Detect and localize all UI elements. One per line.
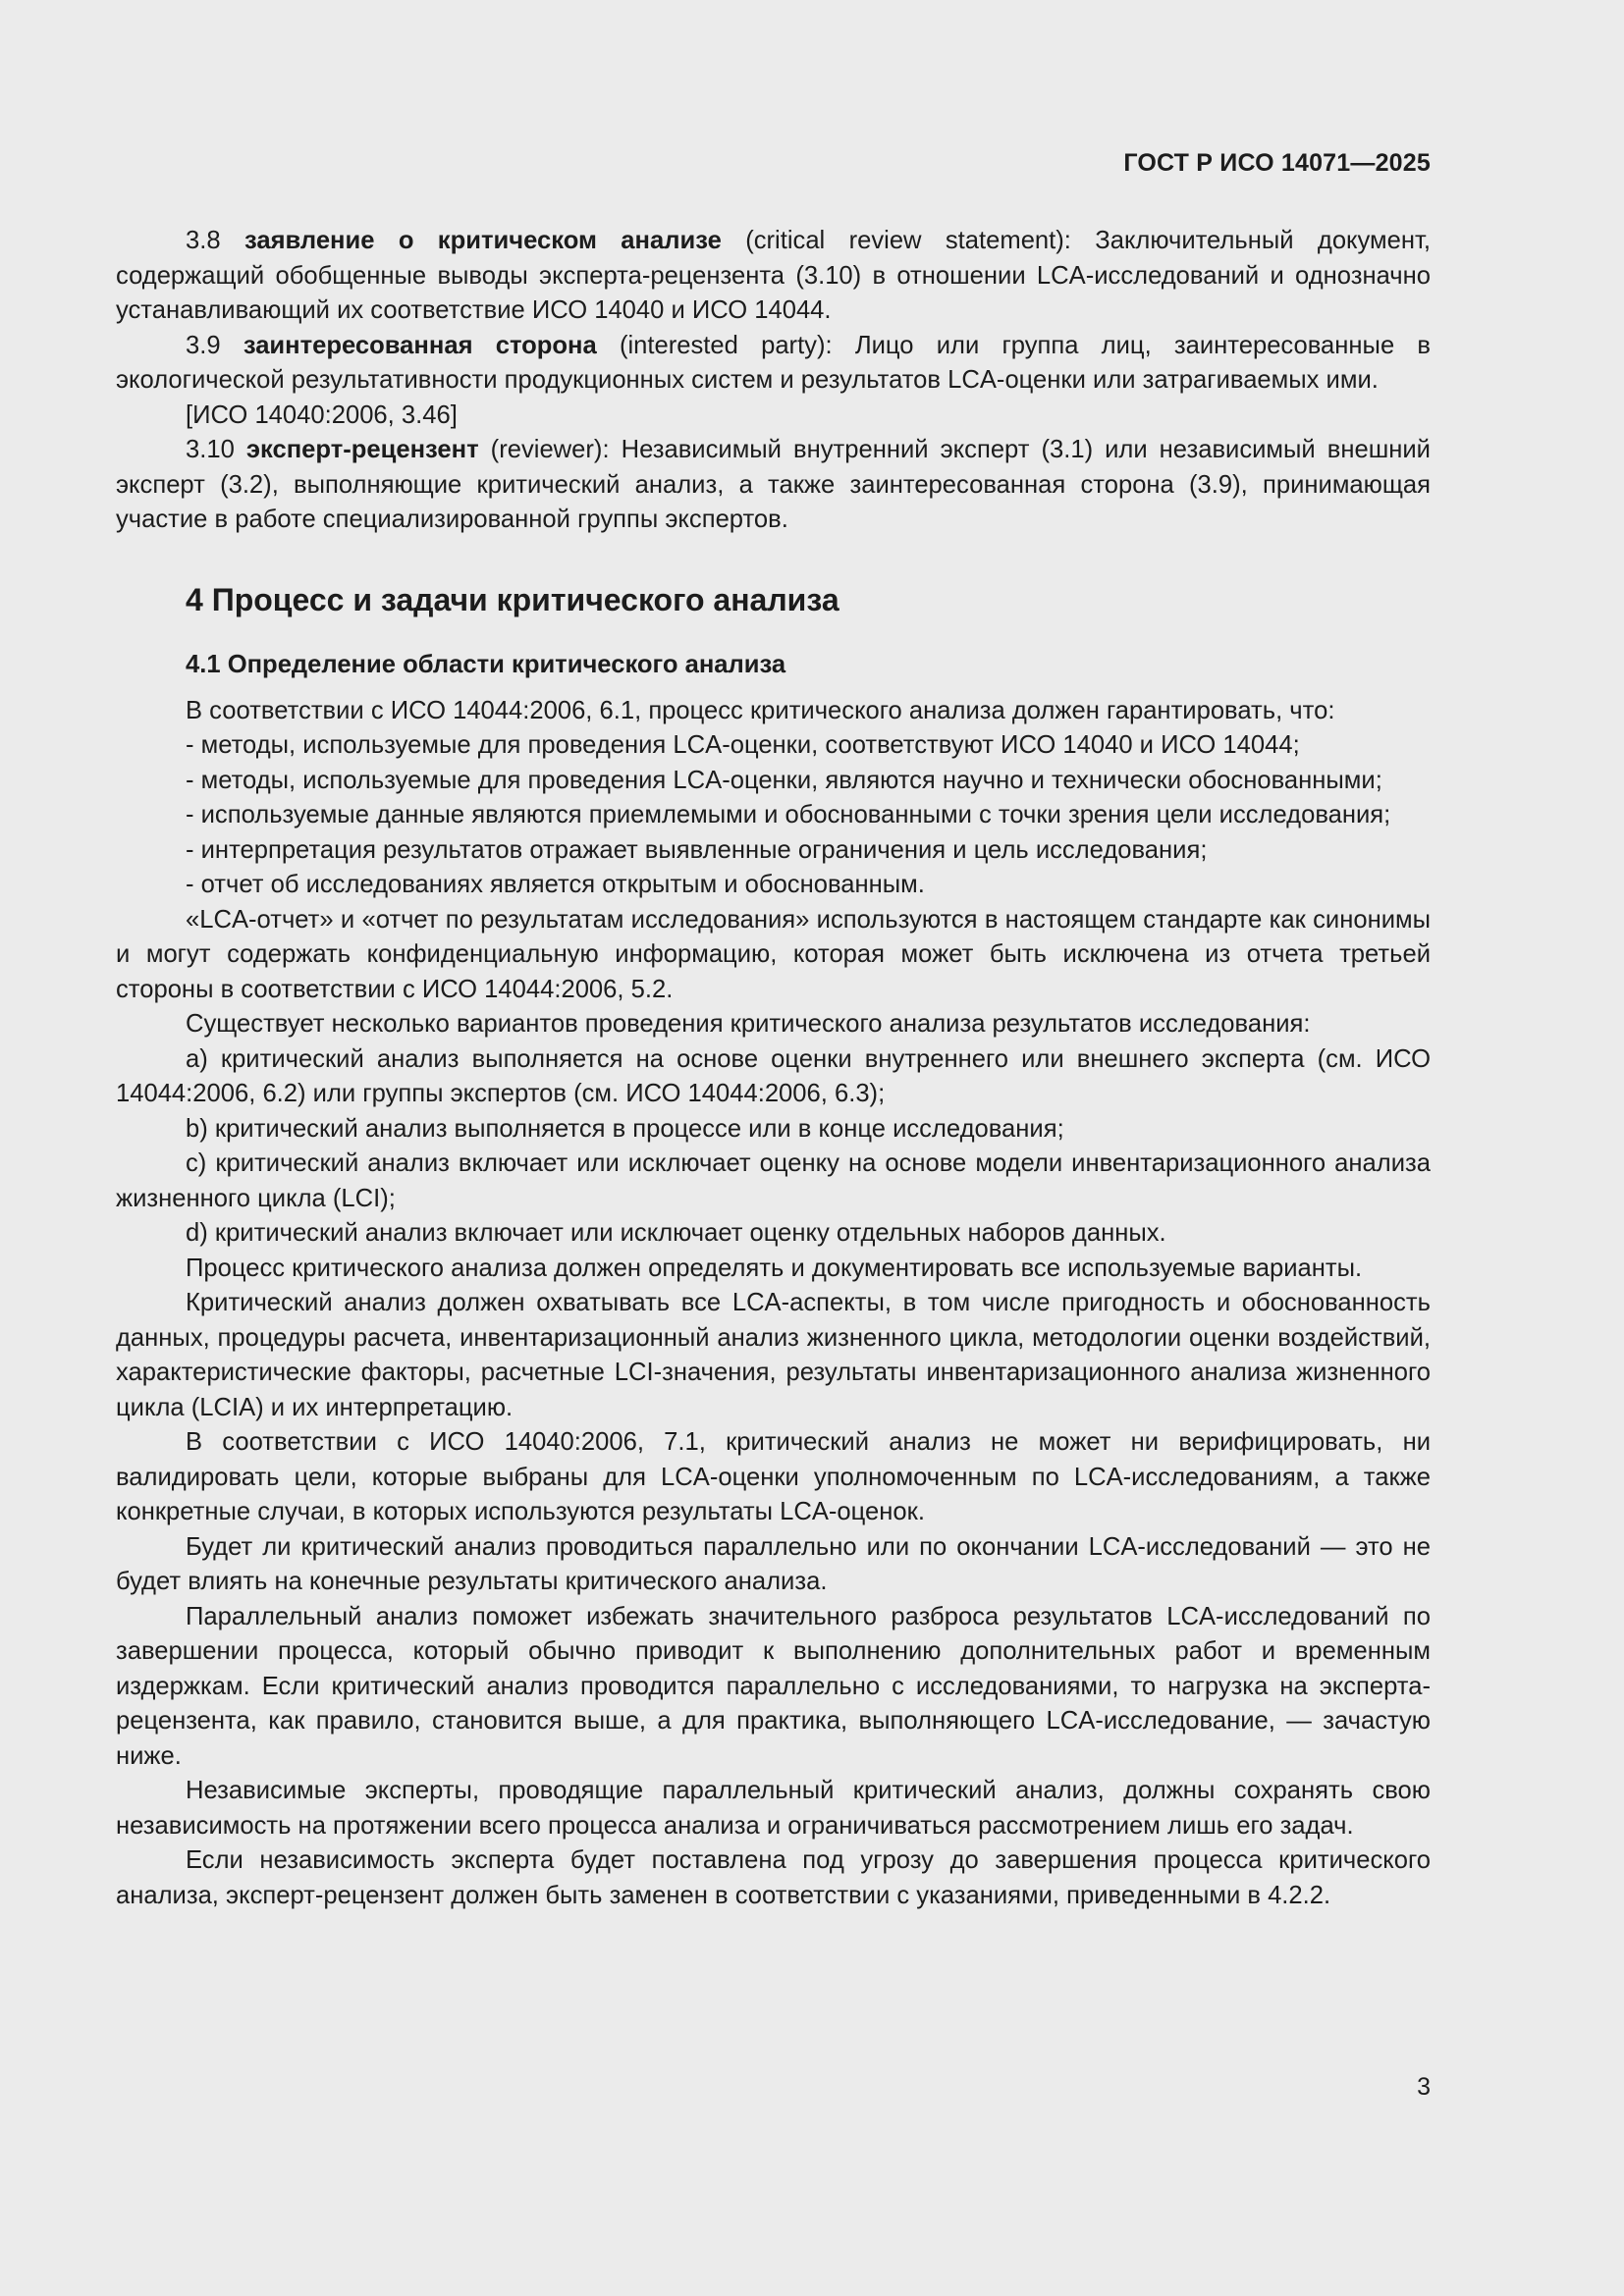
paragraph: «LCA-отчет» и «отчет по результатам исследования» используются в настоящем стандарте как синонимы и могут содержать конфиденциальную информацию, которая может быть исключена из отчета третьей стороны в соответствии с ИСО 14044:2006, 5.2.	[116, 905, 1431, 1003]
list-item: - методы, используемые для проведения LCA-оценки, соответствуют ИСО 14040 и ИСО 14044;	[186, 731, 1300, 759]
definition-text: (interested party): Лицо или группа лиц, заинтересованные в экологической результативности продукционных систем и результатов LCA-оценки или затрагиваемых ими.	[116, 331, 1431, 394]
definition-number: 3.10	[186, 436, 235, 463]
page-content	[116, 224, 1431, 1913]
paragraph: Процесс критического анализа должен определять и документировать все используемые варианты.	[186, 1254, 1363, 1282]
paragraph: Независимые эксперты, проводящие параллельный критический анализ, должны сохранять свою независимость на протяжении всего процесса анализа и ограничиваться рассмотрением лишь его задач.	[116, 1777, 1431, 1840]
list-item: - используемые данные являются приемлемыми и обоснованными с точки зрения цели исследования;	[186, 801, 1391, 828]
definition-source: [ИСО 14040:2006, 3.46]	[186, 400, 458, 429]
document-code-header: ГОСТ Р ИСО 14071—2025	[1123, 149, 1431, 177]
list-item: a) критический анализ выполняется на основе оценки внутреннего или внешнего эксперта (см. ИСО 14044:2006, 6.2) или группы экспертов (см. ИСО 14044:2006, 6.3);	[116, 1044, 1431, 1107]
definition-term: заинтересованная сторона	[243, 331, 597, 359]
list-item: - отчет об исследованиях является открытым и обоснованным.	[186, 871, 925, 898]
page-number: 3	[1417, 2073, 1431, 2101]
definition-3-8	[116, 224, 1431, 329]
paragraph: Критический анализ должен охватывать все LCA-аспекты, в том числе пригодность и обоснованность данных, процедуры расчета, инвентаризационный анализ жизненного цикла, методологии оценки воздействий, характеристические факторы, расчетные LCI-значения, результаты инвентаризационного анализа жизненного цикла (LCIA) и их интерпретацию.	[116, 1289, 1431, 1421]
list-item: - методы, используемые для проведения LCA-оценки, являются научно и технически обоснованными;	[186, 766, 1382, 794]
definition-text: (reviewer): Независимый внутренний эксперт (3.1) или независимый внешний эксперт (3.2), выполняющие критический анализ, а также заинтересованная сторона (3.9), принимающая участие в работе специализированной группы экспертов.	[116, 436, 1431, 533]
list-item: - интерпретация результатов отражает выявленные ограничения и цель исследования;	[186, 835, 1208, 864]
section-title: 4 Процесс и задачи критического анализа	[186, 581, 839, 617]
paragraph: В соответствии с ИСО 14044:2006, 6.1, процесс критического анализа должен гарантировать, что:	[186, 696, 1335, 724]
paragraph: В соответствии с ИСО 14040:2006, 7.1, критический анализ не может ни верифицировать, ни валидировать цели, которые выбраны для LCA-оценки уполномоченным по LCA-исследованиям, а также конкретные случаи, в которых используются результаты LCA-оценок.	[116, 1428, 1431, 1525]
list-item: d) критический анализ включает или исключает оценку отдельных наборов данных.	[186, 1219, 1166, 1247]
definition-text: (critical review statement): Заключительный документ, содержащий обобщенные выводы эксперта-рецензента (3.10) в отношении LCA-исследований и однозначно устанавливающий их соответствие ИСО 14040 и ИСО 14044.	[116, 227, 1432, 324]
definition-3-9	[116, 329, 1431, 399]
paragraph: Существует несколько вариантов проведения критического анализа результатов исследования:	[186, 1010, 1311, 1038]
definition-term: эксперт-рецензент	[245, 436, 479, 463]
paragraph: Будет ли критический анализ проводиться параллельно или по окончании LCA-исследований — это не будет влиять на конечные результаты критического анализа.	[116, 1532, 1431, 1595]
paragraph: Параллельный анализ поможет избежать значительного разброса результатов LCA-исследований по завершении процесса, который обычно приводит к выполнению дополнительных работ и временным издержкам. Если критический анализ проводится параллельно с исследованиями, то нагрузка на эксперта-рецензента, как правило, становится выше, а для практика, выполняющего LCA-исследование, — зачастую ниже.	[116, 1602, 1431, 1770]
definition-number: 3.8	[186, 227, 221, 254]
definition-3-10	[116, 433, 1431, 538]
definition-term: заявление о критическом анализе	[244, 227, 722, 254]
definition-number: 3.9	[186, 331, 221, 359]
list-item: c) критический анализ включает или исключает оценку на основе модели инвентаризационного анализа жизненного цикла (LCI);	[116, 1149, 1431, 1212]
subsection-title: 4.1 Определение области критического анализа	[186, 650, 786, 678]
paragraph: Если независимость эксперта будет поставлена под угрозу до завершения процесса критического анализа, эксперт-рецензент должен быть заменен в соответствии с указаниями, приведенными в 4.2.2.	[116, 1846, 1431, 1909]
list-item: b) критический анализ выполняется в процессе или в конце исследования;	[186, 1114, 1064, 1143]
